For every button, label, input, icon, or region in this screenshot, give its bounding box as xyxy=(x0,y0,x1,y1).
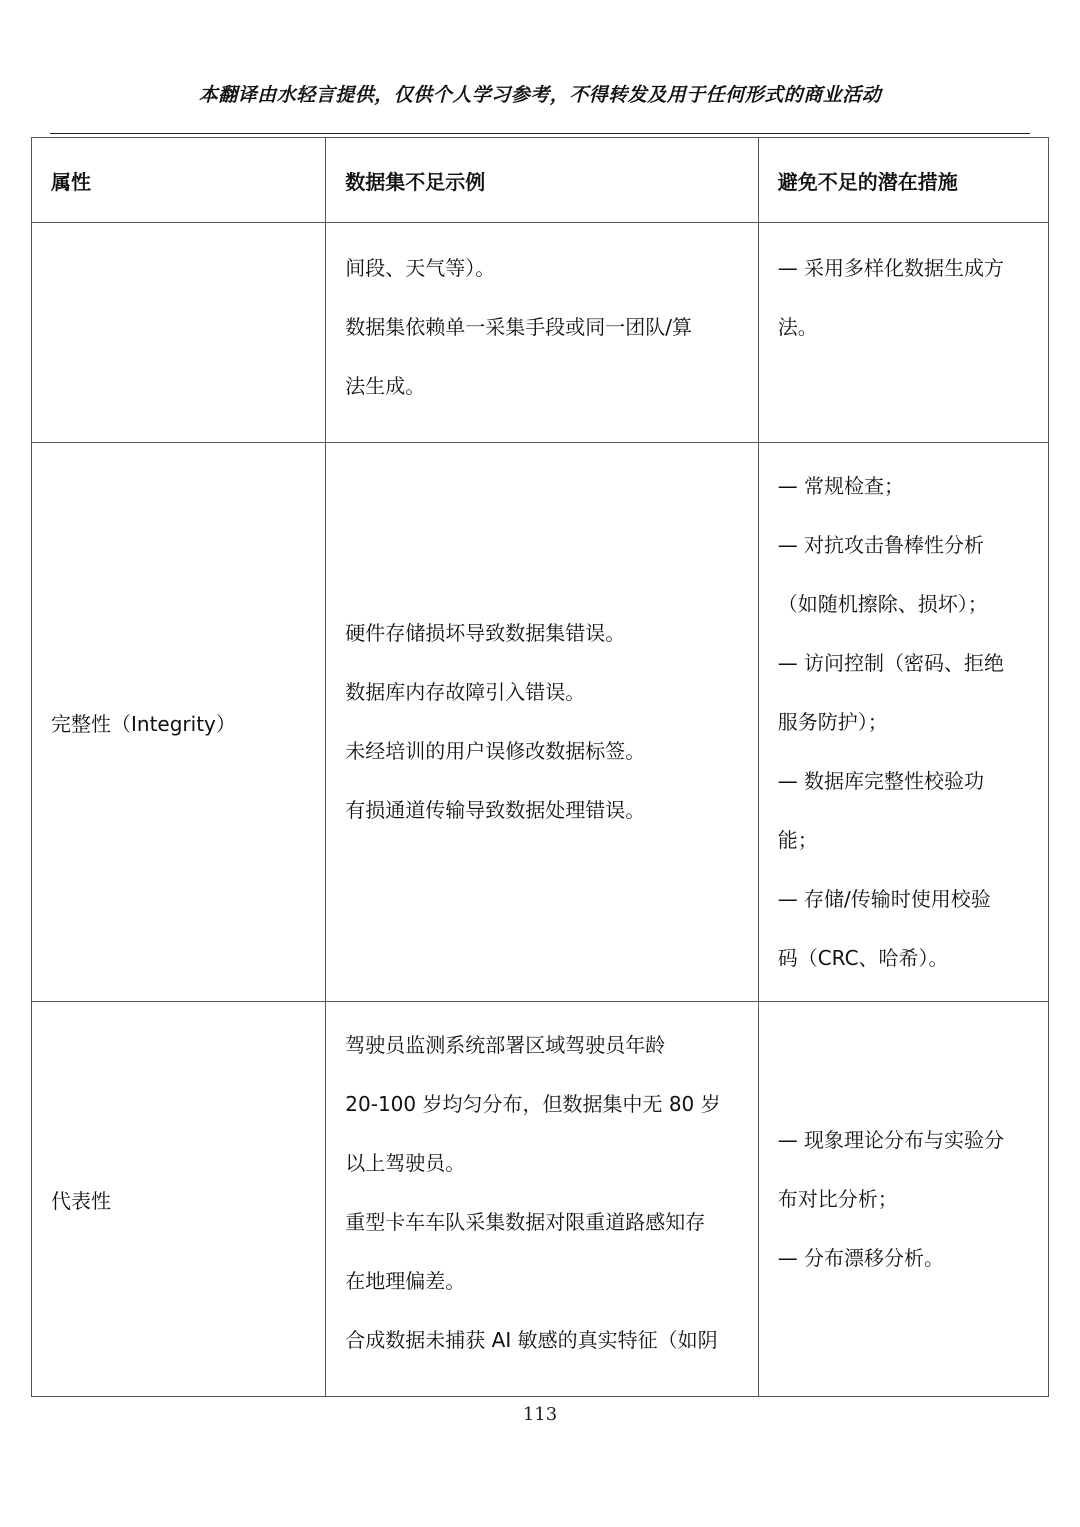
example-line: 数据库内存故障引入错误。 xyxy=(345,680,586,704)
example-line: 合成数据未捕获 AI 敏感的真实特征（如阴 xyxy=(345,1328,718,1352)
example-line: 20-100 岁均匀分布，但数据集中无 80 岁 xyxy=(345,1092,721,1116)
attribute-cell: 代表性 xyxy=(32,1002,326,1397)
example-line: 法生成。 xyxy=(345,374,426,398)
example-line: 硬件存储损坏导致数据集错误。 xyxy=(345,621,626,645)
measures-cell xyxy=(758,443,1048,1002)
examples-cell xyxy=(326,223,758,443)
measure-line: — 分布漂移分析。 xyxy=(777,1245,945,1270)
header-disclaimer: 本翻译由水轻言提供，仅供个人学习参考，不得转发及用于任何形式的商业活动 xyxy=(198,84,882,106)
examples-cell xyxy=(326,443,758,1002)
example-line: 数据集依赖单一采集手段或同一团队/算 xyxy=(345,315,693,339)
measure-line: （如随机擦除、损坏）； xyxy=(777,591,988,616)
table-row xyxy=(32,1002,1049,1397)
measure-line: — 现象理论分布与实验分 xyxy=(777,1127,1005,1152)
example-line: 未经培训的用户误修改数据标签。 xyxy=(345,739,646,763)
example-line: 有损通道传输导致数据处理错误。 xyxy=(345,798,646,822)
table-header-row xyxy=(32,138,1049,223)
example-line: 驾驶员监测系统部署区域驾驶员年龄 xyxy=(345,1033,666,1057)
measures-cell xyxy=(758,223,1048,443)
column-header-attribute: 属性 xyxy=(32,138,326,223)
column-header-examples: 数据集不足示例 xyxy=(326,138,758,223)
example-line: 重型卡车车队采集数据对限重道路感知存 xyxy=(345,1210,706,1234)
example-line: 间段、天气等）。 xyxy=(345,256,496,280)
measure-line: 能； xyxy=(777,827,818,852)
measure-line: 布对比分析； xyxy=(777,1186,898,1211)
measure-line: — 存储/传输时使用校验 xyxy=(777,886,991,911)
measure-line: 服务防护）； xyxy=(777,709,888,734)
example-line: 以上驾驶员。 xyxy=(345,1151,466,1175)
measure-line: 码（CRC、哈希）。 xyxy=(777,945,949,970)
measure-line: 法。 xyxy=(777,315,818,339)
column-header-measures: 避免不足的潜在措施 xyxy=(758,138,1048,223)
example-line: 在地理偏差。 xyxy=(345,1269,466,1293)
attribute-cell: 完整性（Integrity） xyxy=(32,443,326,1002)
measure-line: — 采用多样化数据生成方 xyxy=(777,256,1005,280)
measure-line: — 数据库完整性校验功 xyxy=(777,768,985,793)
attribute-cell xyxy=(32,223,326,443)
header-divider xyxy=(50,133,1030,134)
measures-cell xyxy=(758,1002,1048,1397)
measure-line: — 访问控制（密码、拒绝 xyxy=(777,650,1005,675)
page-number: 113 xyxy=(522,1404,558,1425)
data-quality-table xyxy=(31,137,1049,1397)
measure-line: — 常规检查； xyxy=(777,473,905,498)
table-row xyxy=(32,223,1049,443)
table-row xyxy=(32,443,1049,1002)
measure-line: — 对抗攻击鲁棒性分析 xyxy=(777,532,985,557)
examples-cell xyxy=(326,1002,758,1397)
